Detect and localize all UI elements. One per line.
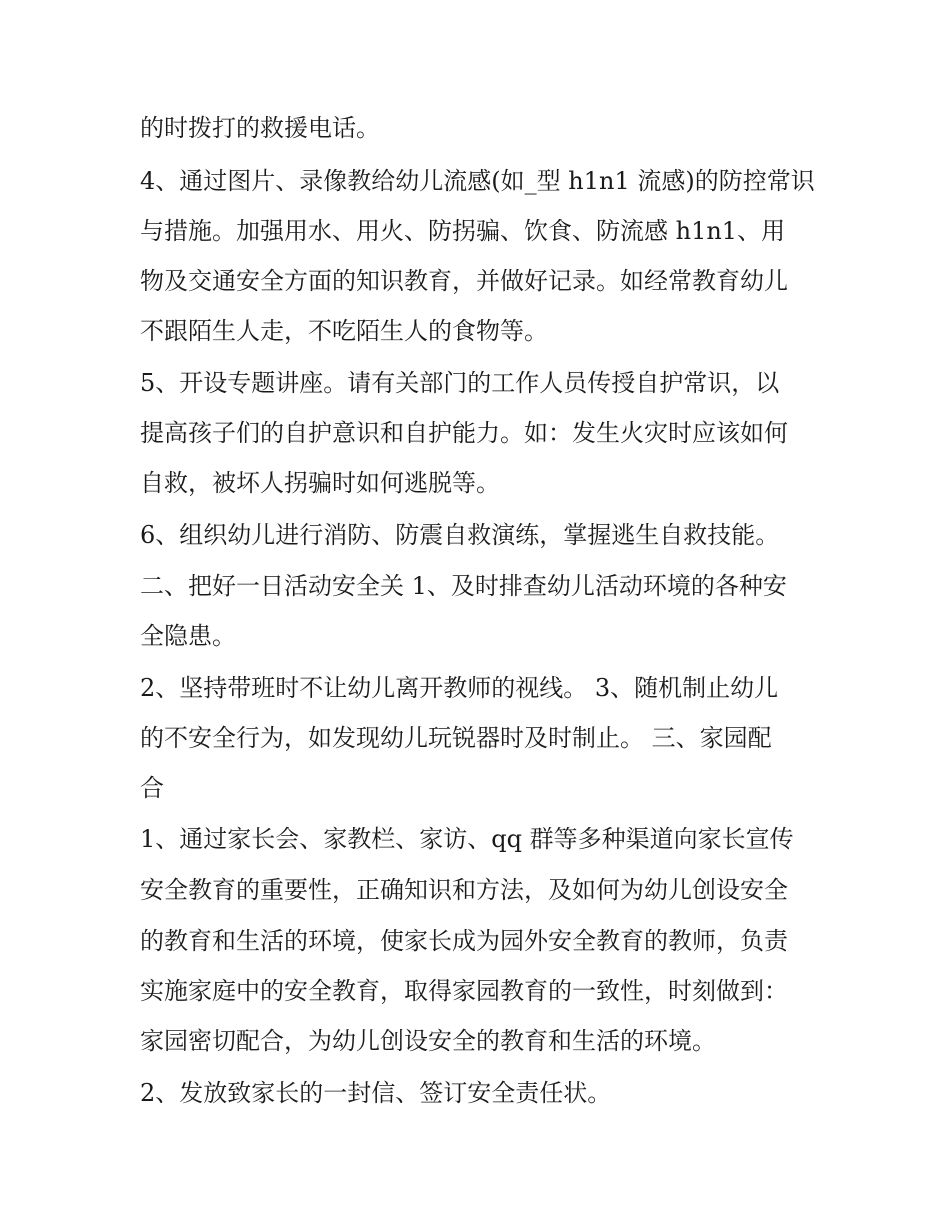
text-line: 实施家庭中的安全教育，取得家园教育的一致性，时刻做到： [140, 977, 788, 1005]
text-line: 的教育和生活的环境，使家长成为园外安全教育的教师，负责 [140, 927, 788, 955]
text-line: 合 [140, 774, 164, 802]
text-line: 家园密切配合，为幼儿创设安全的教育和生活的环境。 [140, 1027, 716, 1055]
text-line: 1、通过家长会、家教栏、家访、qq 群等多种渠道向家长宣传 [140, 825, 794, 853]
text-line: 与措施。加强用水、用火、防拐骗、饮食、防流感 h1n1、用 [140, 217, 786, 245]
text-line: 2、发放致家长的一封信、签订安全责任状。 [140, 1079, 612, 1107]
text-line: 2、坚持带班时不让幼儿离开教师的视线。 3、随机制止幼儿 [140, 674, 779, 702]
text-line: 5、开设专题讲座。请有关部门的工作人员传授自护常识，以 [140, 369, 780, 397]
text-line: 提高孩子们的自护意识和自护能力。如：发生火灾时应该如何 [140, 419, 788, 447]
text-line: 物及交通安全方面的知识教育，并做好记录。如经常教育幼儿 [140, 267, 788, 295]
text-line: 二、把好一日活动安全关 1、及时排查幼儿活动环境的各种安 [140, 572, 787, 600]
text-line: 全隐患。 [140, 622, 236, 650]
text-line: 安全教育的重要性，正确知识和方法，及如何为幼儿创设安全 [140, 876, 788, 904]
text-line: 4、通过图片、录像教给幼儿流感(如_型 h1n1 流感)的防控常识 [140, 167, 815, 195]
text-line: 的不安全行为，如发现幼儿玩锐器时及时制止。 三、家园配 [140, 724, 772, 752]
text-line: 不跟陌生人走，不吃陌生人的食物等。 [140, 317, 548, 345]
text-line: 自救，被坏人拐骗时如何逃脱等。 [140, 469, 500, 497]
text-line: 6、组织幼儿进行消防、防震自救演练，掌握逃生自救技能。 [140, 521, 780, 549]
text-line: 的时拨打的救援电话。 [140, 114, 380, 142]
